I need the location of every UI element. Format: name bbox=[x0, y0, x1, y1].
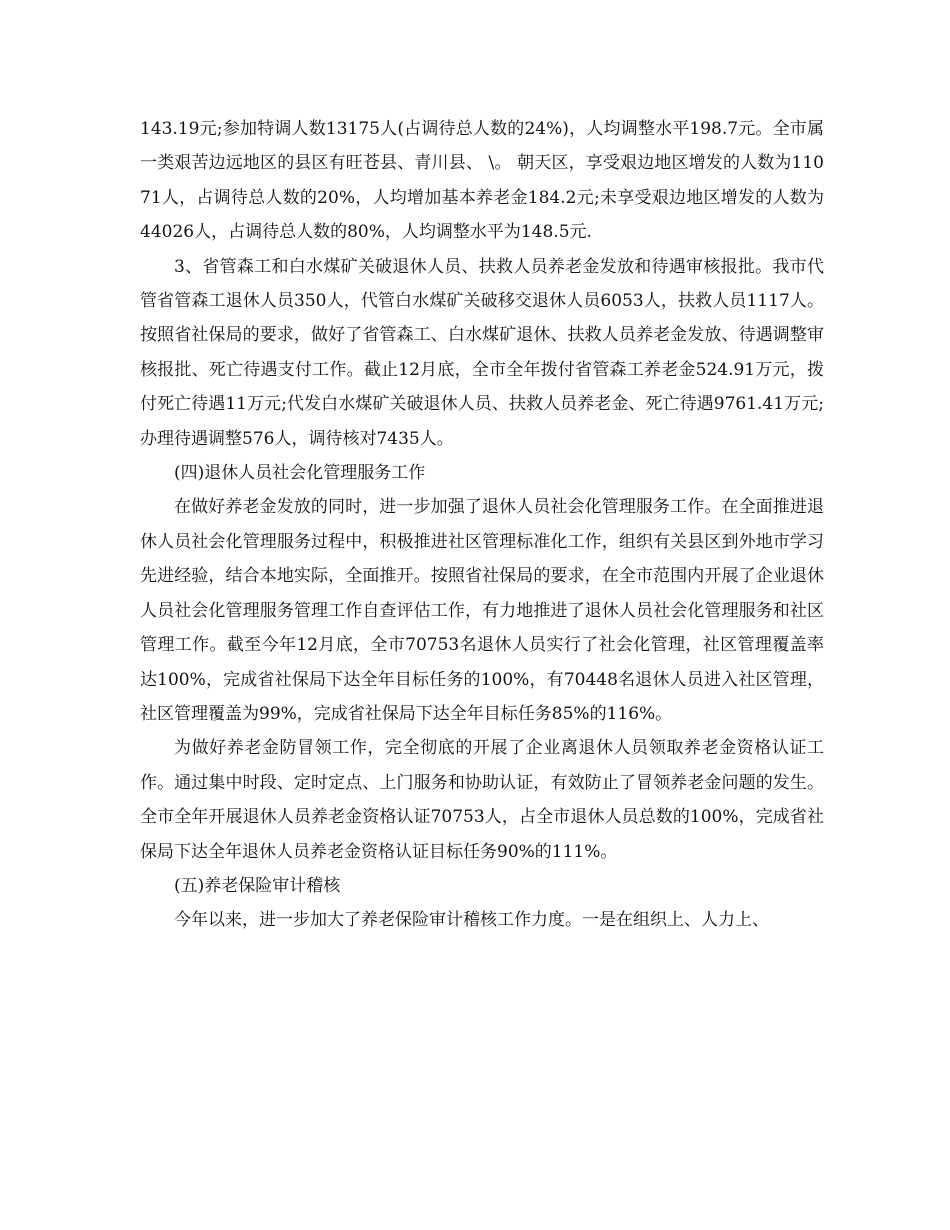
paragraph-1: 143.19元;参加特调人数13175人(占调待总人数的24%)，人均调整水平198.7元。全市属一类艰苦边远地区的县区有旺苍县、青川县、 \。 朝天区，享受艰边地区增发的人数为11071人，占调待总人数的20%，人均增加基本养老金184.2元;未享受艰边地区增发的人数为44026人，占调待总人数的80%，人均调整水平为148.5元. bbox=[140, 119, 824, 243]
paragraph-7: 今年以来，进一步加大了养老保险审计稽核工作力度。一是在组织上、人力上、 bbox=[174, 910, 769, 931]
paragraph-5: 为做好养老金防冒领工作，完全彻底的开展了企业离退休人员领取养老金资格认证工作。通过集中时段、定时定点、上门服务和协助认证，有效防止了冒领养老金问题的发生。全市全年开展退休人员养老金资格认证70753人，占全市退休人员总数的100%，完成省社保局下达全年退休人员养老金资格认证目标任务90%的111%。 bbox=[140, 738, 824, 862]
section-heading-4: (四)退休人员社会化管理服务工作 bbox=[174, 463, 426, 484]
document-page bbox=[140, 112, 824, 938]
paragraph-4: 在做好养老金发放的同时，进一步加强了退休人员社会化管理服务工作。在全面推进退休人员社会化管理服务过程中，积极推进社区管理标准化工作，组织有关县区到外地市学习先进经验，结合本地实际，全面推开。按照省社保局的要求，在全市范围内开展了企业退休人员社会化管理服务管理工作自查评估工作，有力地推进了退休人员社会化管理服务和社区管理工作。截至今年12月底，全市70753名退休人员实行了社会化管理，社区管理覆盖率达100%，完成省社保局下达全年目标任务的100%，有70448名退休人员进入社区管理，社区管理覆盖为99%，完成省社保局下达全年目标任务85%的116%。 bbox=[140, 497, 824, 724]
paragraph-2: 3、省管森工和白水煤矿关破退休人员、扶救人员养老金发放和待遇审核报批。我市代管省管森工退休人员350人，代管白水煤矿关破移交退休人员6053人，扶救人员1117人。按照省社保局的要求，做好了省管森工、白水煤矿退休、扶救人员养老金发放、待遇调整审核报批、死亡待遇支付工作。截止12月底，全市全年拨付省管森工养老金524.91万元，拨付死亡待遇11万元;代发白水煤矿关破退休人员、扶救人员养老金、死亡待遇9761.41万元;办理待遇调整576人，调待核对7435人。 bbox=[140, 256, 824, 449]
section-heading-5: (五)养老保险审计稽核 bbox=[174, 875, 341, 896]
